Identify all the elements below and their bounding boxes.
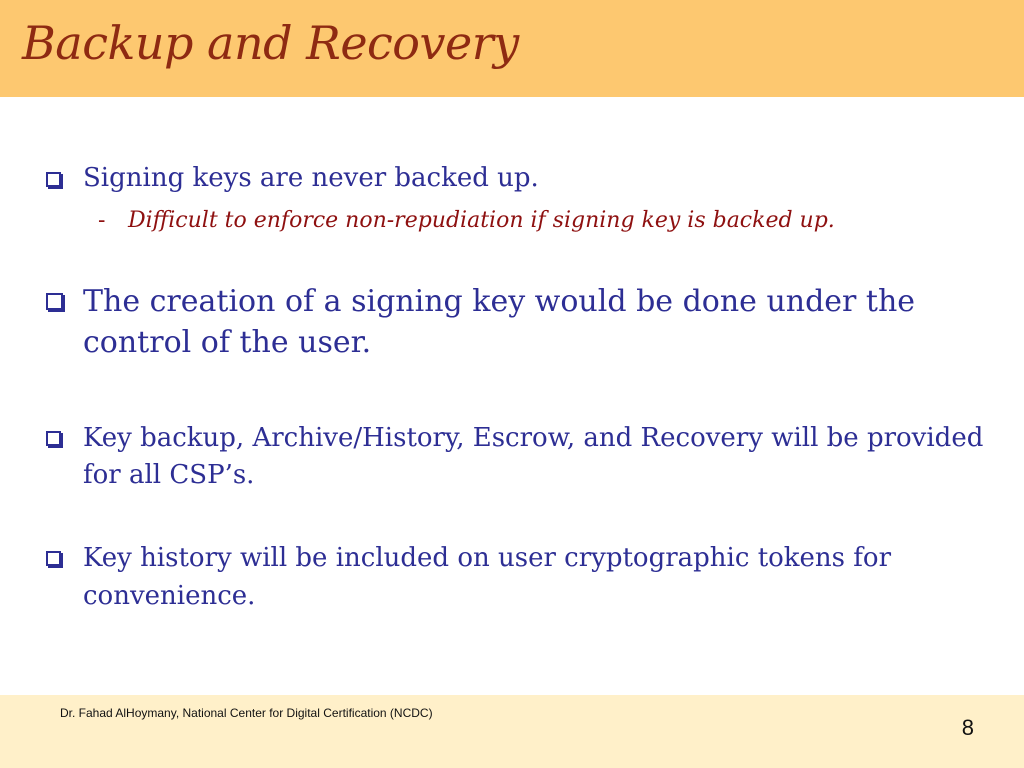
bullet-item	[46, 539, 996, 615]
bullet-item	[46, 160, 996, 196]
bullet-text: Signing keys are never backed up.	[83, 163, 539, 193]
bullet-text: Key backup, Archive/History, Escrow, and Recovery will be provided for all CSP’s.	[83, 423, 984, 490]
page-number: 8	[961, 715, 974, 740]
footer-credit: Dr. Fahad AlHoymany, National Center for Digital Certification (NCDC)	[60, 706, 433, 720]
bullet-item	[46, 420, 996, 494]
slide-title: Backup and Recovery	[22, 16, 519, 70]
sub-bullet-text: Difficult to enforce non-repudiation if signing key is backed up.	[128, 208, 835, 233]
checkbox-square-icon	[46, 172, 61, 187]
checkbox-square-icon	[46, 551, 61, 566]
bullet-item	[46, 281, 996, 363]
checkbox-square-icon	[46, 293, 63, 310]
bullet-text: The creation of a signing key would be done under the control of the user.	[83, 284, 916, 360]
sub-bullet-item	[98, 204, 1008, 238]
bullet-text: Key history will be included on user cryptographic tokens for convenience.	[83, 543, 891, 611]
sub-bullet-marker: -	[98, 208, 106, 233]
checkbox-square-icon	[46, 431, 61, 446]
